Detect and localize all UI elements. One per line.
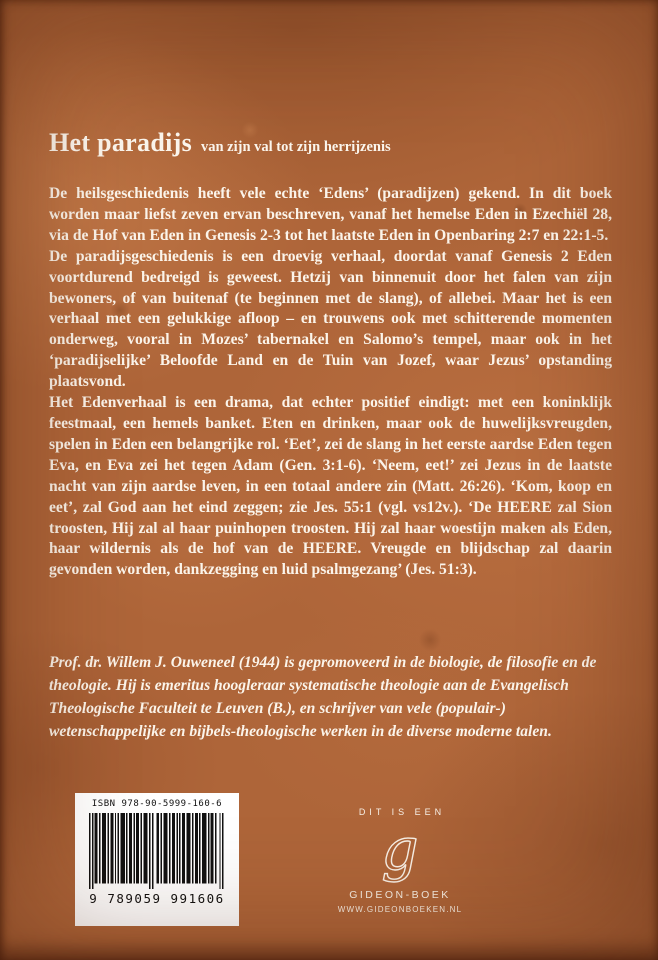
synopsis-paragraph: Het Edenverhaal is een drama, dat echter positief eindigt: met een koninklijk feestmaal, een hemels banket. Eten en drinken, maar ook de huwelijksvreugden, spelen in Eden een belangrijke rol. ‘Eet’, zei de slang in het eerste aardse Eden tegen Eva, en Eva zei het tegen Adam (Gen. 3:1-6). ‘Neem, eet!’ zei Jezus in de laatste nacht van zijn aardse leven, in een totaal andere zin (Matt. 26:26). ‘Kom, koop en eet’, zal God aan het eind zeggen; zie Jes. 55:1 (vgl. vs12v.). ‘De HEERE zal Sion troosten, Hij zal al haar puinhopen troosten. Hij zal haar woestijn maken als Eden, haar wildernis als de hof van de HEERE. Vreugde en blijdschap zal daarin gevonden worden, dankzegging en luid psalmgezang’ (Jes. 51:3). xyxy=(49,394,612,579)
barcode-icon xyxy=(89,813,225,889)
isbn-label: ISBN 978-90-5999-160-6 xyxy=(91,799,223,809)
publisher-tagline: DIT IS EEN xyxy=(358,807,446,817)
svg-text:g: g xyxy=(381,825,419,883)
publisher-name: GIDEON-BOEK xyxy=(349,889,451,901)
barcode-number: 9 789059 991606 xyxy=(89,891,225,906)
publisher-website: WWW.GIDEONBOEKEN.NL xyxy=(337,905,463,914)
synopsis xyxy=(49,184,612,581)
publisher-block xyxy=(325,807,475,914)
synopsis-paragraph: De paradijsgeschiedenis is een droevig verhaal, doordat vanaf Genesis 2 Eden voortdurend bedreigd is geweest. Hetzij van binnenuit door het falen van zijn bewoners, of van buitenaf (te beginnen met de slang), of allebei. Maar het is een verhaal met een gelukkige afloop – en trouwens ook met schitterende momenten onderweg, vooral in Mozes’ tabernakel en Salomo’s tempel, maar ook in het ‘paradijselijke’ Beloofde Land en de Tuin van Jozef, waar Jezus’ opstanding plaatsvond. xyxy=(49,247,612,391)
book-subtitle: van zijn val tot zijn herrijzenis xyxy=(200,139,391,155)
book-title: Het paradijs xyxy=(49,128,192,157)
gideon-logo-icon xyxy=(373,825,427,887)
barcode-panel xyxy=(75,793,239,926)
author-bio: Prof. dr. Willem J. Ouweneel (1944) is gepromoveerd in de biologie, de filosofie en de theologie. Hij is emeritus hoogleraar systematische theologie aan de Evangelisch Theologische Faculteit te Leuven (B.), en schrijver van vele (populair-) wetenschappelijke en bijbels-theologische werken in de diverse moderne talen. xyxy=(49,654,597,740)
synopsis-paragraph: De heilsgeschiedenis heeft vele echte ‘Edens’ (paradijzen) gekend. In dit boek worden maar liefst zeven ervan beschreven, vanaf het hemelse Eden in Ezechiël 28, via de Hof van Eden in Genesis 2-3 tot het laatste Eden in Openbaring 2:7 en 22:1-5. xyxy=(49,185,612,244)
page-title xyxy=(49,128,391,158)
